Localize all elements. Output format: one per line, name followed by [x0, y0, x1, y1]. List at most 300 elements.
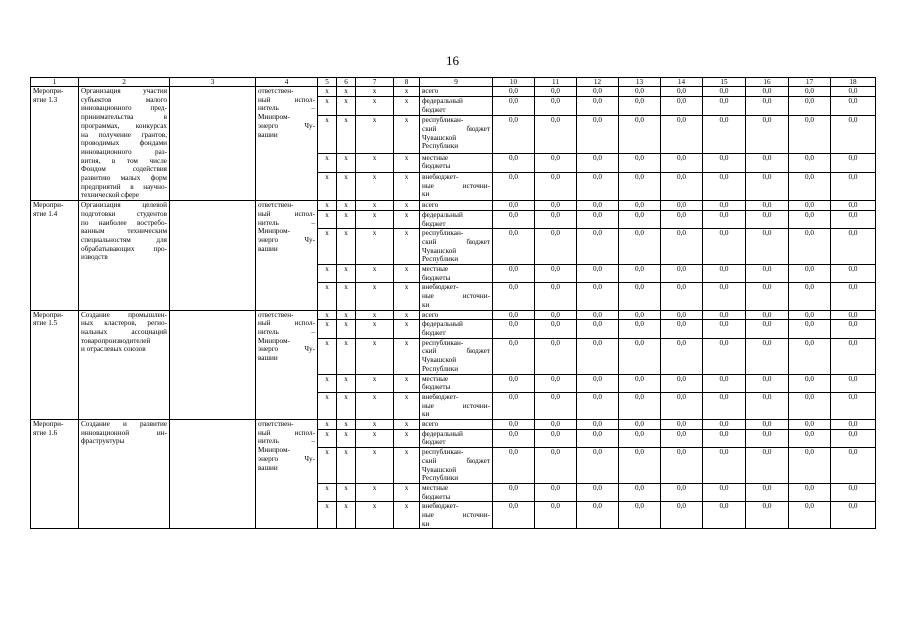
text-line: инновационного пред-	[81, 104, 167, 113]
text-line: Меропри-	[33, 87, 64, 95]
text-line: субъектов малого	[81, 95, 167, 104]
value-cell: 0,0	[535, 310, 577, 320]
value-cell: 0,0	[789, 97, 831, 116]
x-mark-cell: x	[356, 448, 394, 484]
text-line: ки	[422, 410, 430, 419]
text-line: местные	[422, 374, 449, 383]
text-line: всего	[422, 310, 439, 319]
x-mark-cell: x	[394, 116, 420, 153]
value-cell: 0,0	[661, 338, 703, 374]
value-cell: 0,0	[619, 502, 661, 529]
text-line: местные	[422, 153, 449, 162]
text-line: товаропроизводителей	[81, 336, 151, 345]
x-mark-cell: x	[356, 210, 394, 228]
value-cell: 0,0	[831, 310, 876, 320]
text-line: вашии	[258, 463, 278, 472]
value-cell: 0,0	[619, 483, 661, 501]
value-cell: 0,0	[789, 429, 831, 447]
text-line: ответствен-	[258, 87, 294, 95]
x-mark-cell: x	[356, 201, 394, 211]
value-cell: 0,0	[661, 97, 703, 116]
value-cell: 0,0	[535, 374, 577, 392]
column-header-1: 1	[31, 78, 79, 87]
funding-source	[420, 483, 493, 501]
value-cell: 0,0	[789, 310, 831, 320]
value-cell: 0,0	[493, 429, 535, 447]
funding-source	[420, 320, 493, 338]
value-cell: 0,0	[577, 310, 619, 320]
text-line: ский бюджет	[422, 125, 490, 133]
value-cell: 0,0	[831, 420, 876, 430]
funding-source	[420, 429, 493, 447]
measure-code	[31, 87, 79, 201]
x-mark-cell: x	[318, 116, 337, 153]
x-mark-cell: x	[337, 87, 356, 97]
x-mark-cell: x	[356, 320, 394, 338]
value-cell: 0,0	[789, 210, 831, 228]
value-cell: 0,0	[703, 420, 746, 430]
text-line: обрабатывающих про-	[81, 244, 167, 253]
value-cell: 0,0	[789, 283, 831, 310]
value-cell: 0,0	[619, 338, 661, 374]
value-cell: 0,0	[535, 448, 577, 484]
x-mark-cell: x	[337, 320, 356, 338]
text-line: Чувашской	[422, 465, 457, 474]
value-cell: 0,0	[577, 429, 619, 447]
responsible-executor	[256, 310, 318, 419]
text-line: ответствен-	[258, 310, 294, 319]
text-line: ные источни-	[422, 292, 490, 301]
text-line: бюджеты	[422, 162, 451, 171]
value-cell: 0,0	[493, 502, 535, 529]
measure-code	[31, 310, 79, 419]
value-cell: 0,0	[831, 87, 876, 97]
value-cell: 0,0	[831, 172, 876, 200]
x-mark-cell: x	[318, 392, 337, 419]
value-cell: 0,0	[789, 87, 831, 97]
value-cell: 0,0	[493, 338, 535, 374]
value-cell: 0,0	[577, 97, 619, 116]
x-mark-cell: x	[337, 265, 356, 283]
value-cell: 0,0	[493, 210, 535, 228]
funding-source	[420, 116, 493, 153]
text-line: ятие 1.4	[33, 209, 58, 218]
value-cell: 0,0	[789, 338, 831, 374]
value-cell: 0,0	[831, 483, 876, 501]
value-cell: 0,0	[789, 201, 831, 211]
text-line: нитель –	[258, 218, 315, 227]
column-header-4: 4	[256, 78, 318, 87]
x-mark-cell: x	[356, 310, 394, 320]
value-cell: 0,0	[535, 201, 577, 211]
value-cell: 0,0	[746, 502, 789, 529]
value-cell: 0,0	[535, 153, 577, 172]
value-cell: 0,0	[619, 392, 661, 419]
text-line: нитель –	[258, 104, 315, 113]
text-line: энерго Чу-	[258, 235, 315, 244]
value-cell: 0,0	[789, 483, 831, 501]
value-cell: 0,0	[746, 97, 789, 116]
value-cell: 0,0	[831, 502, 876, 529]
text-line: и отраслевых союзов	[81, 345, 146, 354]
measure-code	[31, 420, 79, 529]
text-line: вашии	[258, 244, 278, 253]
funding-source	[420, 153, 493, 172]
x-mark-cell: x	[337, 210, 356, 228]
x-mark-cell: x	[337, 229, 356, 265]
x-mark-cell: x	[318, 265, 337, 283]
text-line: предприятий в научно-	[81, 182, 167, 191]
value-cell: 0,0	[535, 320, 577, 338]
x-mark-cell: x	[337, 448, 356, 484]
value-cell: 0,0	[746, 201, 789, 211]
text-line: Республики	[422, 255, 459, 264]
column-header-10: 10	[493, 78, 535, 87]
text-line: Минпром-	[258, 336, 290, 345]
value-cell: 0,0	[661, 310, 703, 320]
value-cell: 0,0	[746, 483, 789, 501]
column-header-2: 2	[79, 78, 170, 87]
text-line: инновационного раз-	[81, 147, 167, 156]
value-cell: 0,0	[493, 87, 535, 97]
text-line: бюджеты	[422, 492, 451, 501]
text-line: республикан-	[422, 448, 464, 457]
budget-table	[30, 77, 876, 529]
measure-title	[79, 201, 170, 310]
text-line: бюджеты	[422, 273, 451, 282]
value-cell: 0,0	[661, 320, 703, 338]
text-line: бюджеты	[422, 383, 451, 392]
column-header-18: 18	[831, 78, 876, 87]
x-mark-cell: x	[318, 420, 337, 430]
measure-code	[31, 201, 79, 310]
text-line: ки	[422, 519, 430, 528]
x-mark-cell: x	[394, 229, 420, 265]
x-mark-cell: x	[318, 97, 337, 116]
value-cell: 0,0	[493, 392, 535, 419]
value-cell: 0,0	[493, 172, 535, 200]
value-cell: 0,0	[577, 283, 619, 310]
text-line: федеральный	[422, 97, 463, 106]
value-cell: 0,0	[746, 310, 789, 320]
value-cell: 0,0	[746, 448, 789, 484]
value-cell: 0,0	[661, 210, 703, 228]
text-line: федеральный	[422, 429, 463, 438]
value-cell: 0,0	[619, 116, 661, 153]
x-mark-cell: x	[318, 201, 337, 211]
value-cell: 0,0	[831, 374, 876, 392]
value-cell: 0,0	[535, 283, 577, 310]
value-cell: 0,0	[703, 283, 746, 310]
column-header-3: 3	[170, 78, 256, 87]
text-line: Организация участия	[81, 87, 167, 95]
text-line: республикан-	[422, 229, 464, 238]
value-cell: 0,0	[577, 320, 619, 338]
value-cell: 0,0	[703, 153, 746, 172]
value-cell: 0,0	[789, 374, 831, 392]
x-mark-cell: x	[337, 502, 356, 529]
value-cell: 0,0	[789, 116, 831, 153]
value-cell: 0,0	[831, 97, 876, 116]
value-cell: 0,0	[831, 116, 876, 153]
x-mark-cell: x	[356, 502, 394, 529]
text-line: бюджет	[422, 328, 446, 337]
value-cell: 0,0	[619, 97, 661, 116]
column-header-7: 7	[356, 78, 394, 87]
value-cell: 0,0	[703, 429, 746, 447]
funding-source	[420, 338, 493, 374]
value-cell: 0,0	[746, 283, 789, 310]
text-line: Меропри-	[33, 201, 64, 210]
value-cell: 0,0	[831, 448, 876, 484]
x-mark-cell: x	[318, 229, 337, 265]
x-mark-cell: x	[356, 420, 394, 430]
x-mark-cell: x	[318, 283, 337, 310]
empty-cell	[170, 420, 256, 529]
value-cell: 0,0	[493, 116, 535, 153]
value-cell: 0,0	[703, 87, 746, 97]
value-cell: 0,0	[789, 502, 831, 529]
text-line: ный испол-	[258, 209, 315, 218]
value-cell: 0,0	[619, 320, 661, 338]
value-cell: 0,0	[577, 502, 619, 529]
page-number: 16	[446, 53, 459, 68]
value-cell: 0,0	[746, 338, 789, 374]
text-line: бюджет	[422, 219, 446, 228]
text-line: энерго Чу-	[258, 345, 315, 354]
value-cell: 0,0	[535, 229, 577, 265]
value-cell: 0,0	[535, 97, 577, 116]
text-line: ки	[422, 300, 430, 309]
text-line: федеральный	[422, 210, 463, 219]
value-cell: 0,0	[831, 283, 876, 310]
value-cell: 0,0	[535, 338, 577, 374]
value-cell: 0,0	[703, 201, 746, 211]
value-cell: 0,0	[577, 87, 619, 97]
value-cell: 0,0	[789, 392, 831, 419]
x-mark-cell: x	[318, 153, 337, 172]
x-mark-cell: x	[356, 87, 394, 97]
x-mark-cell: x	[394, 448, 420, 484]
text-line: Чувашской	[422, 246, 457, 255]
text-line: по наиболее востребо-	[81, 218, 167, 227]
value-cell: 0,0	[661, 420, 703, 430]
header-row	[31, 78, 876, 87]
x-mark-cell: x	[356, 229, 394, 265]
text-line: местные	[422, 265, 449, 274]
text-line: ные источни-	[422, 511, 490, 520]
x-mark-cell: x	[394, 392, 420, 419]
value-cell: 0,0	[703, 310, 746, 320]
value-cell: 0,0	[746, 210, 789, 228]
x-mark-cell: x	[337, 338, 356, 374]
column-header-15: 15	[703, 78, 746, 87]
column-header-8: 8	[394, 78, 420, 87]
value-cell: 0,0	[535, 210, 577, 228]
value-cell: 0,0	[789, 448, 831, 484]
x-mark-cell: x	[337, 420, 356, 430]
funding-source	[420, 448, 493, 484]
value-cell: 0,0	[703, 338, 746, 374]
value-cell: 0,0	[661, 172, 703, 200]
value-cell: 0,0	[831, 338, 876, 374]
value-cell: 0,0	[703, 97, 746, 116]
text-line: программах, конкурсах	[81, 121, 167, 130]
value-cell: 0,0	[661, 392, 703, 419]
x-mark-cell: x	[337, 483, 356, 501]
value-cell: 0,0	[493, 153, 535, 172]
value-cell: 0,0	[535, 502, 577, 529]
value-cell: 0,0	[661, 502, 703, 529]
text-line: внебюджет-	[422, 502, 459, 511]
value-cell: 0,0	[703, 502, 746, 529]
value-cell: 0,0	[535, 116, 577, 153]
x-mark-cell: x	[318, 87, 337, 97]
text-line: всего	[422, 420, 439, 429]
value-cell: 0,0	[661, 283, 703, 310]
value-cell: 0,0	[789, 420, 831, 430]
value-cell: 0,0	[831, 153, 876, 172]
text-line: ответствен-	[258, 201, 294, 210]
text-line: Минпром-	[258, 227, 290, 236]
value-cell: 0,0	[493, 310, 535, 320]
measure-title	[79, 310, 170, 419]
value-cell: 0,0	[746, 116, 789, 153]
x-mark-cell: x	[318, 483, 337, 501]
text-line: нитель –	[258, 437, 315, 446]
value-cell: 0,0	[619, 429, 661, 447]
value-cell: 0,0	[746, 320, 789, 338]
x-mark-cell: x	[394, 210, 420, 228]
value-cell: 0,0	[577, 338, 619, 374]
funding-source	[420, 229, 493, 265]
text-line: вития, в том числе	[81, 156, 167, 165]
text-line: республикан-	[422, 116, 464, 125]
x-mark-cell: x	[337, 172, 356, 200]
value-cell: 0,0	[661, 483, 703, 501]
funding-source	[420, 502, 493, 529]
value-cell: 0,0	[746, 87, 789, 97]
text-line: Республики	[422, 474, 459, 483]
text-line: Республики	[422, 364, 459, 373]
x-mark-cell: x	[394, 320, 420, 338]
x-mark-cell: x	[394, 429, 420, 447]
x-mark-cell: x	[394, 87, 420, 97]
x-mark-cell: x	[318, 374, 337, 392]
text-line: Минпром-	[258, 113, 290, 122]
value-cell: 0,0	[535, 483, 577, 501]
x-mark-cell: x	[356, 483, 394, 501]
value-cell: 0,0	[577, 201, 619, 211]
value-cell: 0,0	[661, 87, 703, 97]
text-line: ответствен-	[258, 420, 294, 429]
text-line: Меропри-	[33, 310, 64, 319]
text-line: Чувашской	[422, 133, 457, 142]
funding-source	[420, 172, 493, 200]
value-cell: 0,0	[493, 483, 535, 501]
text-line: развитию малых форм	[81, 174, 167, 183]
x-mark-cell: x	[394, 483, 420, 501]
value-cell: 0,0	[619, 172, 661, 200]
text-line: ский бюджет	[422, 456, 490, 465]
text-line: ные источни-	[422, 401, 490, 410]
text-line: вашии	[258, 130, 278, 139]
value-cell: 0,0	[831, 210, 876, 228]
x-mark-cell: x	[394, 420, 420, 430]
text-line: Создание и развитие	[81, 420, 167, 429]
value-cell: 0,0	[493, 283, 535, 310]
value-cell: 0,0	[493, 374, 535, 392]
value-cell: 0,0	[619, 201, 661, 211]
empty-cell	[170, 87, 256, 201]
value-cell: 0,0	[831, 201, 876, 211]
value-cell: 0,0	[746, 429, 789, 447]
text-line: Республики	[422, 142, 459, 151]
value-cell: 0,0	[619, 265, 661, 283]
value-cell: 0,0	[661, 374, 703, 392]
text-line: Минпром-	[258, 446, 290, 455]
value-cell: 0,0	[746, 374, 789, 392]
x-mark-cell: x	[394, 201, 420, 211]
funding-source	[420, 210, 493, 228]
value-cell: 0,0	[746, 392, 789, 419]
value-cell: 0,0	[703, 392, 746, 419]
text-line: изводств	[81, 253, 108, 262]
text-line: бюджет	[422, 105, 446, 114]
x-mark-cell: x	[394, 374, 420, 392]
text-line: внебюджет-	[422, 283, 459, 292]
x-mark-cell: x	[356, 392, 394, 419]
funding-source	[420, 265, 493, 283]
value-cell: 0,0	[535, 265, 577, 283]
value-cell: 0,0	[619, 153, 661, 172]
text-line: вашии	[258, 354, 278, 363]
text-line: нальных ассоциаций	[81, 327, 167, 336]
value-cell: 0,0	[577, 210, 619, 228]
text-line: технической сфере	[81, 191, 139, 200]
value-cell: 0,0	[661, 153, 703, 172]
empty-cell	[170, 201, 256, 310]
text-line: фраструктуры	[81, 437, 125, 446]
x-mark-cell: x	[337, 310, 356, 320]
text-line: ный испол-	[258, 319, 315, 328]
value-cell: 0,0	[831, 429, 876, 447]
value-cell: 0,0	[661, 229, 703, 265]
column-header-9: 9	[420, 78, 493, 87]
value-cell: 0,0	[746, 172, 789, 200]
value-cell: 0,0	[831, 320, 876, 338]
value-cell: 0,0	[831, 265, 876, 283]
table-row	[31, 87, 876, 97]
x-mark-cell: x	[394, 265, 420, 283]
value-cell: 0,0	[493, 448, 535, 484]
funding-source	[420, 97, 493, 116]
x-mark-cell: x	[356, 265, 394, 283]
x-mark-cell: x	[318, 172, 337, 200]
x-mark-cell: x	[318, 338, 337, 374]
text-line: ных кластеров, регио-	[81, 319, 167, 328]
funding-source	[420, 283, 493, 310]
column-header-6: 6	[337, 78, 356, 87]
x-mark-cell: x	[337, 374, 356, 392]
value-cell: 0,0	[535, 429, 577, 447]
x-mark-cell: x	[318, 429, 337, 447]
x-mark-cell: x	[394, 97, 420, 116]
value-cell: 0,0	[619, 229, 661, 265]
text-line: проводимых фондами	[81, 139, 167, 148]
x-mark-cell: x	[356, 172, 394, 200]
value-cell: 0,0	[746, 420, 789, 430]
